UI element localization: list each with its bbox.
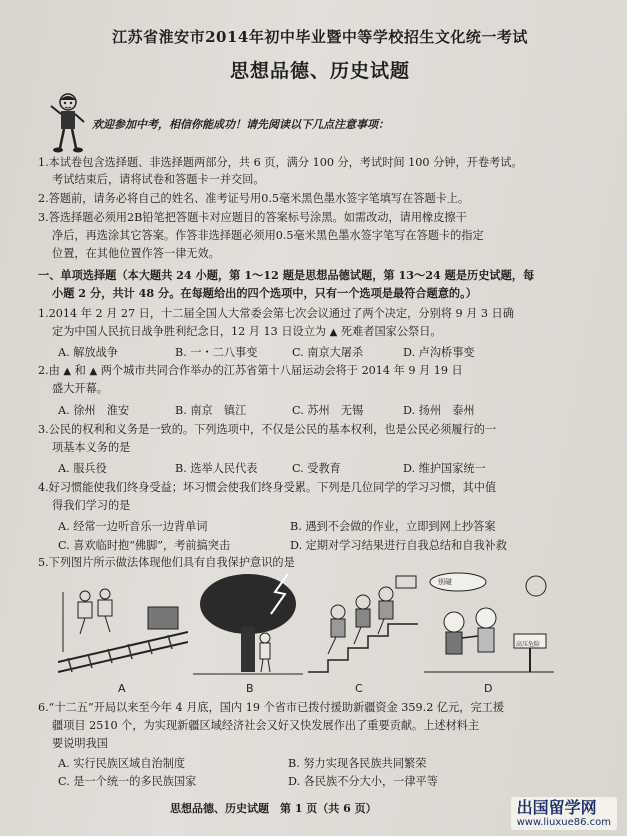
- notice-1: 1.本试卷包含选择题、非选择题两部分，共 6 页，满分 100 分，考试时间 100 分钟，开卷考试。: [38, 156, 523, 169]
- watermark-name: 出国留学网: [516, 798, 597, 817]
- question-4-text: 4.好习惯能使我们终身受益；坏习惯会使我们终身受累。下列是几位同学的学习习惯，其中值: [38, 481, 497, 494]
- picture-b-tree-lightning: [193, 572, 303, 682]
- notice-3-cont: 净后，再选涂其它答案。作答非选择题必须用0.5毫米黑色墨水签字笔写在答题卡的指定: [52, 229, 484, 242]
- answer-blank-mark: ▲: [63, 366, 72, 377]
- question-6-text: 6.“十二五”开局以来至今年 4 月底，国内 19 个省市已拨付援助新疆资金 359.2 亿元，完工援: [38, 701, 505, 714]
- question-2-text: 2.由 ▲ 和 ▲ 两个城市共同合作举办的江苏省第十八届运动会将于 2014 年 9 月 19 日: [38, 364, 463, 377]
- mascot-illustration: [48, 92, 88, 154]
- q2-option-c: C. 苏州 无锡: [292, 404, 364, 417]
- q2-option-a: A. 徐州 淮安: [58, 404, 130, 417]
- notice-1-cont: 考试结束后，请将试卷和答题卡一并交回。: [52, 173, 265, 186]
- picture-b-label: B: [246, 682, 254, 695]
- q1-option-c: C. 南京大屠杀: [292, 346, 364, 359]
- picture-c-crowd-stairs: [308, 572, 418, 682]
- section-heading: 一、单项选择题（本大题共 24 小题，第 1～12 题是思想品德试题，第 13～24 题是历史试题，每: [38, 268, 535, 282]
- question-6-text-cont: 疆项目 2510 个，为实现新疆区域经济社会又好又快发展作出了重要贡献。上述材料主: [52, 719, 480, 732]
- picture-d-label: D: [484, 682, 493, 695]
- picture-d-sign-text: 高压危险: [516, 641, 541, 648]
- question-3-text: 3.公民的权利和义务是一致的。下列选项中，不仅是公民的基本权利，也是公民必须履行的一: [38, 423, 497, 436]
- q4-option-d: D. 定期对学习结果进行自我总结和自我补救: [290, 539, 508, 552]
- notice-3: 3.答选择题必须用2B铅笔把答题卡对应题目的答案标号涂黑。如需改动，请用橡皮擦干: [38, 211, 467, 224]
- q3-option-b: B. 选举人民代表: [175, 462, 258, 475]
- question-3-text-cont: 项基本义务的是: [52, 441, 131, 454]
- q6-option-c: C. 是一个统一的多民族国家: [58, 775, 197, 788]
- watermark-url: www.liuxue86.com: [516, 817, 611, 828]
- q3-option-c: C. 受教育: [292, 462, 341, 475]
- site-watermark: [511, 797, 617, 830]
- question-4-text-cont: 得我们学习的是: [52, 499, 131, 512]
- answer-blank-mark: ▲: [89, 366, 98, 377]
- question-1-text: 1.2014 年 2 月 27 日，十二届全国人大常委会第七次会议通过了两个决定，分别将 9 月 3 日确: [38, 307, 514, 320]
- exam-title: 江苏省淮安市2014年初中毕业暨中等学校招生文化统一考试: [112, 28, 528, 46]
- picture-a-label: A: [118, 682, 126, 695]
- q4-option-a: A. 经常一边听音乐一边背单词: [58, 520, 208, 533]
- q6-option-d: D. 各民族不分大小，一律平等: [288, 775, 438, 788]
- q1-option-b: B. 一・二八事变: [175, 346, 258, 359]
- q1-option-a: A. 解放战争: [58, 346, 118, 359]
- answer-blank-mark: ▲: [329, 327, 338, 338]
- notice-3-cont2: 位置，在其他位置作答一律无效。: [52, 247, 220, 260]
- picture-c-label: C: [355, 682, 363, 695]
- question-2-text-cont: 盛大开幕。: [52, 382, 108, 395]
- q3-option-a: A. 服兵役: [58, 462, 107, 475]
- q4-option-c: C. 喜欢临时抱“佛脚”，考前搞突击: [58, 539, 231, 552]
- question-5-text: 5.下列图片所示做法体现他们具有自我保护意识的是: [38, 556, 295, 569]
- picture-a-railway-crossing: [58, 572, 188, 682]
- page-footer: 思想品德、历史试题 第 1 页（共 6 页）: [170, 802, 377, 815]
- q2-option-d: D. 扬州 泰州: [403, 404, 475, 417]
- q1-option-d: D. 卢沟桥事变: [403, 346, 475, 359]
- picture-d-bubble-text: 别碰: [438, 578, 452, 586]
- q6-option-b: B. 努力实现各民族共同繁荣: [288, 757, 427, 770]
- q2-option-b: B. 南京 镇江: [175, 404, 247, 417]
- q6-option-a: A. 实行民族区域自治制度: [58, 757, 186, 770]
- question-6-text-cont2: 要说明我国: [52, 737, 108, 750]
- welcome-note: 欢迎参加中考，相信你能成功！请先阅读以下几点注意事项：: [92, 118, 389, 131]
- q4-option-b: B. 遇到不会做的作业，立即到网上抄答案: [290, 520, 496, 533]
- section-heading-cont: 小题 2 分，共计 48 分。在每题给出的四个选项中，只有一个选项是最符合题意的。）: [52, 286, 477, 300]
- question-1-text-cont: 定为中国人民抗日战争胜利纪念日，12 月 13 日设立为 ▲ 死难者国家公祭日。: [52, 325, 442, 338]
- notice-2: 2.答题前，请务必将自己的姓名、准考证号用0.5毫米黑色墨水签字笔填写在答题卡上。: [38, 192, 470, 205]
- exam-subtitle: 思想品德、历史试题: [229, 60, 410, 82]
- q3-option-d: D. 维护国家统一: [403, 462, 486, 475]
